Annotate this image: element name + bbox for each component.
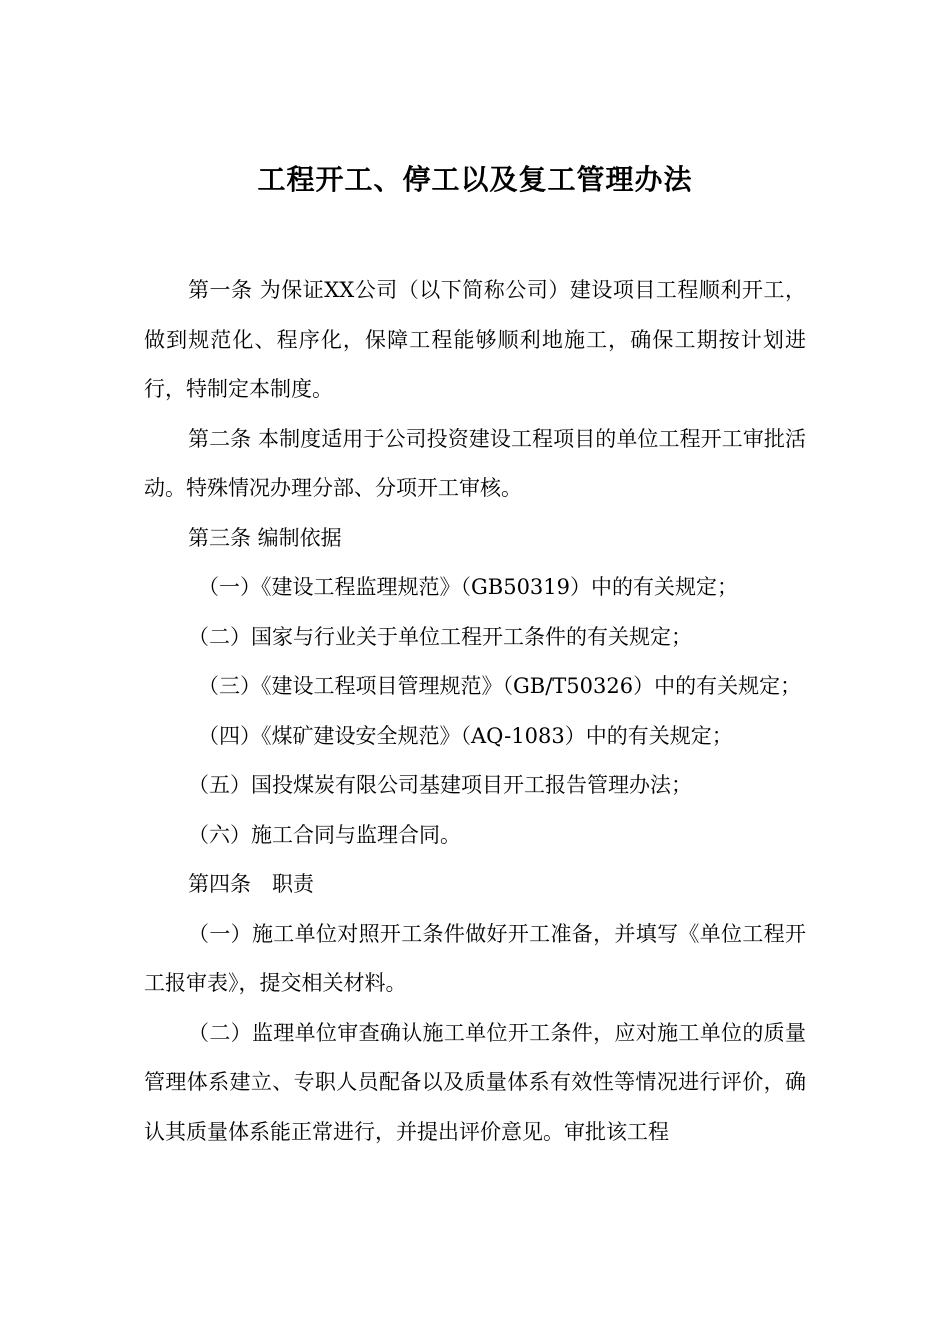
article-1-paragraph: 第一条 为保证XX公司（以下简称公司）建设项目工程顺利开工，做到规范化、程序化，保障工程能够顺利地施工，确保工期按计划进行，特制定本制度。 [144, 278, 806, 401]
article-4-heading: 第四条 职责 [188, 872, 314, 896]
duty-item-2: （二）监理单位审查确认施工单位开工条件，应对施工单位的质量管理体系建立、专职人员配备以及质量体系有效性等情况进行评价，确认其质量体系能正常进行，并提出评价意见。审批该工程 [144, 1020, 806, 1144]
duty-item-1: （一）施工单位对照开工条件做好开工准备，并填写《单位工程开工报审表》，提交相关材料。 [144, 921, 806, 995]
basis-item-1: （一）《建设工程监理规范》（GB50319）中的有关规定； [198, 575, 739, 599]
basis-item-5: （五）国投煤炭有限公司基建项目开工报告管理办法； [188, 773, 692, 797]
basis-item-3: （三）《建设工程项目管理规范》（GB/T50326）中的有关规定； [198, 674, 802, 698]
basis-item-6: （六）施工合同与监理合同。 [188, 822, 461, 847]
document-body [144, 266, 806, 1157]
basis-item-2: （二）国家与行业关于单位工程开工条件的有关规定； [188, 624, 692, 649]
document-title: 工程开工、停工以及复工管理办法 [257, 163, 693, 196]
basis-item-4: （四）《煤矿建设安全规范》（AQ-1083）中的有关规定； [198, 723, 733, 748]
article-2-paragraph: 第二条 本制度适用于公司投资建设工程项目的单位工程开工审批活动。特殊情况办理分部、分项开工审核。 [144, 426, 806, 500]
article-3-heading: 第三条 编制依据 [188, 525, 342, 550]
